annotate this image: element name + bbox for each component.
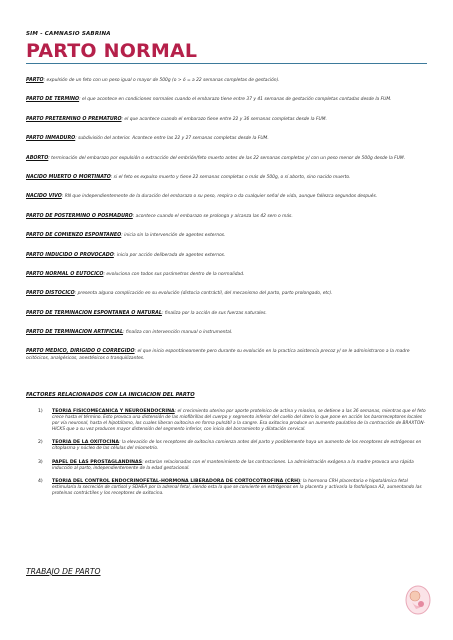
factor-name: TEORIA FISICOMECANICA Y NEUROENDOCRINA: [52, 409, 175, 414]
factor-item: [38, 440, 430, 452]
factor-name: PAPEL DE LAS PROSTAGLANDINAS: [52, 459, 143, 465]
page-title: PARTO NORMAL: [26, 40, 198, 62]
factor-number: 3): [38, 459, 43, 465]
title-divider: [26, 63, 427, 64]
definition-text: : finaliza con intervención manual o instrumental.: [123, 330, 233, 336]
definition-item: [26, 214, 427, 220]
definition-text: : terminación del embarazo por expulsión o extracción del embrión/feto muerto antes de las 22 semanas completas y/ con un peso menor de 500g desde la FUM.: [48, 155, 406, 161]
definition-item: [26, 97, 427, 103]
definition-item: [26, 117, 427, 123]
definition-term: PARTO: [26, 78, 44, 83]
factor-number: 4): [38, 478, 43, 484]
definition-item: [26, 311, 427, 317]
factor-text: : la elevación de los receptores de oxitocina comienza antes del parto y posiblemente haya un aumento de los receptores de estrógenos en citoplasma y núcleo de las células del miometrio.: [52, 440, 422, 452]
definition-text: : evoluciona con todos sus parámetros dentro de la normalidad.: [103, 271, 245, 277]
definition-text: : inicia sin la intervención de agentes externos.: [121, 233, 226, 239]
definition-term: PARTO INMADURO: [26, 136, 76, 142]
definition-item: [26, 330, 427, 336]
definition-term: PARTO DE TERMINACION ARTIFICIAL: [26, 330, 124, 336]
factor-text: : el crecimiento uterino por aporte proteínico de actina y miosina, se detiene a las 36 semanas, mientras que el feto crece hasta el término. Esto provoca una distensión de las miofibrillas del cuerpo y segmento inferior del cuello del útero lo que pone en acción los barorreceptores locales por vía neuronal, hasta el hipotálamo, los cuales liberan oxitocina en forma pulsátil a la sangre. Esa oxitocina produce un aumento paulatino de la contracción de BRAXTON-HICKS que a su vez producen mayor distensión del segmento inferior, con inicio del borramiento y dilatación cervical.: [52, 409, 426, 433]
definition-term: PARTO INDUCIDO O PROVOCADO: [26, 252, 114, 258]
factors-heading: FACTORES RELACIONADOS CON LA INICIACION DEL PARTO: [26, 392, 195, 398]
factor-item: [38, 460, 430, 472]
factor-name: TEORIA DEL CONTROL ENDOCRINOFETAL-HORMONA LIBERADORA DE CORTOCOTROFINA (CRH): [52, 478, 301, 484]
definition-term: PARTO MEDICO, DIRIGIDO O CORREGIDO: [26, 349, 135, 355]
definition-item: [26, 253, 427, 259]
definition-text: : el que acontece cuando el embarazo tiene entre 22 y 36 semanas completas desde la FUM.: [121, 116, 327, 122]
definition-text: : subdivisión del anterior. Acontece entre las 22 y 27 semanas completas desde la FUM.: [75, 136, 269, 142]
trabajo-heading: TRABAJO DE PARTO: [26, 567, 101, 576]
definition-text: : acontece cuando el embarazo se prolonga y alcanza las 42 sem o más.: [132, 213, 293, 219]
definition-text: : si el feto es expulso muerto y tiene 22 semanas completas o más de 500g, o sí aborto, sino nacido muerto.: [110, 174, 351, 180]
definition-term: PARTO DE TERMINO: [26, 97, 80, 103]
definition-term: PARTO PRETERMINO O PREMATURO: [26, 116, 122, 122]
factor-text: : la hormona CRH placentaria e hipotalámica fetal estimularía la secreción de cortisol y SDHEA por la adrenal fetal, siendo esta la que se convierte en estrógenos en la placenta y activaría la fosfolipasa A2, aumentando las proteínas contráctiles y los receptores de oxitocina.: [52, 478, 422, 496]
factor-item: [38, 409, 430, 433]
definition-term: NACIDO VIVO: [26, 194, 62, 200]
factor-name: TEORIA DE LA OXITOCINA: [52, 440, 120, 446]
baby-logo-icon: [404, 584, 432, 616]
definition-term: PARTO DISTOCICO: [26, 291, 75, 297]
factors-list: [38, 409, 430, 504]
definition-text: : inicia por acción deliberada de agentes externos.: [113, 252, 226, 258]
definition-text: : expulsión de un feto con un peso igual o mayor de 500g (o > ó = a 22 semanas completas de gestación).: [43, 78, 280, 83]
definition-item: [26, 291, 427, 297]
definition-term: PARTO DE COMIENZO ESPONTANEO: [26, 233, 122, 239]
definition-text: : finaliza por la acción de sus fuerzas naturales.: [161, 310, 267, 316]
factor-number: 1): [38, 409, 43, 414]
definition-term: PARTO NORMAL O EUTOCICO: [26, 271, 104, 277]
author-label: SIM - CAMNASIO SABRINA: [26, 31, 111, 37]
definition-item: [26, 194, 427, 200]
definition-text: : el que inicio espontáneamente pero durante su evolución en la practica asistencia precoz y/ se le administraron a la madre ocitócicos, analgésicos, anestésicos o tranquilizantes.: [26, 349, 410, 361]
definition-item: [26, 156, 427, 162]
definition-text: : RN que independientemente de la duración del embarazo o su peso, respira o da cualquier señal de vida, aunque fallezca segundos después.: [61, 194, 378, 200]
definitions-list: [26, 78, 427, 375]
factor-text: : estarían relacionadas con el mantenimiento de las contracciones. La administración exógena a la madre provoca una rápida inducción al parto, independientemente de la edad gestacional.: [52, 459, 414, 471]
definition-term: PARTO DE POSTERMINO O POSMADURO: [26, 213, 133, 219]
definition-item: [26, 175, 427, 181]
definition-item: [26, 78, 427, 84]
definition-item: [26, 233, 427, 239]
definition-text: : presenta alguna complicación en su evolución (distocia contráctil, del mecanismo del parto, parto prolongado, etc).: [74, 291, 333, 297]
definition-item: [26, 136, 427, 142]
definition-item: [26, 272, 427, 278]
factor-number: 2): [38, 440, 43, 446]
definition-term: ABORTO: [26, 155, 49, 161]
factor-item: [38, 479, 430, 497]
definition-item: [26, 349, 427, 361]
definition-term: NACIDO MUERTO O MORTINATO: [26, 174, 111, 180]
definition-text: : el que acontece en condiciones normales cuando el embarazo tiene entre 37 y 41 semanas de gestación completas contadas desde la FUM.: [79, 97, 392, 103]
definition-term: PARTO DE TERMINACION ESPONTANEA O NATURAL: [26, 310, 162, 316]
